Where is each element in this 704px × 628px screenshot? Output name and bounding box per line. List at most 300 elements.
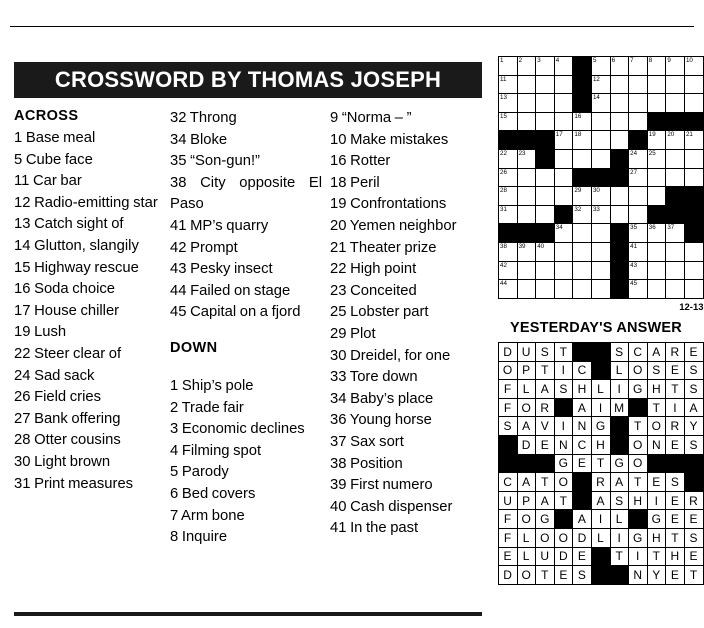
answer-cell: S <box>647 361 666 380</box>
cell-number: 29 <box>574 187 582 195</box>
answer-cell: G <box>629 380 648 399</box>
answer-cell: R <box>536 398 555 417</box>
answer-cell: O <box>554 473 573 492</box>
clue-item: 4 Filming spot <box>170 442 262 459</box>
answer-cell: T <box>554 343 573 362</box>
puzzle-block-cell <box>517 224 536 243</box>
puzzle-cell[interactable] <box>647 131 666 150</box>
puzzle-block-cell <box>629 131 648 150</box>
puzzle-cell[interactable] <box>610 131 629 150</box>
puzzle-cell[interactable] <box>536 280 555 299</box>
answer-block-cell <box>573 343 592 362</box>
answer-cell: S <box>684 435 703 454</box>
clue-item: 5 Parody <box>170 464 229 481</box>
puzzle-cell[interactable] <box>554 75 573 94</box>
puzzle-cell[interactable] <box>647 168 666 187</box>
puzzle-cell[interactable] <box>573 261 592 280</box>
clue-item: 20 Yemen neighbor <box>330 217 457 234</box>
cell-number: 20 <box>667 131 675 139</box>
cell-number: 26 <box>500 168 507 176</box>
answer-block-cell <box>591 566 610 585</box>
answer-cell: O <box>647 417 666 436</box>
puzzle-cell[interactable] <box>647 149 666 168</box>
answer-block-cell <box>666 454 685 473</box>
puzzle-cell[interactable] <box>554 187 573 206</box>
clue-item: 1 Ship’s pole <box>170 377 254 394</box>
puzzle-cell[interactable] <box>629 280 648 299</box>
answer-cell: L <box>517 547 536 566</box>
puzzle-cell[interactable] <box>610 75 629 94</box>
clue-item: 30 Dreidel, for one <box>330 347 451 364</box>
puzzle-cell[interactable] <box>629 242 648 261</box>
puzzle-cell[interactable] <box>499 187 518 206</box>
answer-cell: L <box>610 361 629 380</box>
puzzle-cell[interactable] <box>536 94 555 113</box>
answer-cell: N <box>554 435 573 454</box>
puzzle-cell[interactable] <box>536 261 555 280</box>
answer-cell: S <box>573 566 592 585</box>
puzzle-cell[interactable] <box>666 224 685 243</box>
puzzle-grid-row <box>499 168 704 187</box>
clue-item: 35 “Son-gun!” <box>170 153 260 170</box>
answer-cell: D <box>499 343 518 362</box>
clue-item: 33 Tore down <box>330 369 418 386</box>
answer-cell: F <box>499 398 518 417</box>
puzzle-cell[interactable] <box>591 205 610 224</box>
answer-cell: U <box>517 343 536 362</box>
puzzle-cell[interactable] <box>499 149 518 168</box>
puzzle-cell[interactable] <box>517 242 536 261</box>
answer-grid-row <box>499 510 704 529</box>
answer-grid <box>498 342 704 585</box>
puzzle-cell[interactable] <box>629 261 648 280</box>
puzzle-cell[interactable] <box>684 57 703 76</box>
puzzle-cell[interactable] <box>499 112 518 131</box>
puzzle-cell[interactable] <box>573 149 592 168</box>
puzzle-cell[interactable] <box>647 280 666 299</box>
puzzle-cell[interactable] <box>666 131 685 150</box>
answer-grid-row <box>499 417 704 436</box>
clue-item: 44 Failed on stage <box>170 282 291 299</box>
clue-item: 15 Highway rescue <box>14 259 139 276</box>
answer-cell: A <box>591 491 610 510</box>
answer-cell: N <box>573 417 592 436</box>
clue-item: 2 Trade fair <box>170 399 244 416</box>
puzzle-block-cell <box>610 261 629 280</box>
puzzle-cell[interactable] <box>573 242 592 261</box>
puzzle-block-cell <box>591 168 610 187</box>
clue-item: 38 Position <box>330 455 403 472</box>
answer-grid-row <box>499 435 704 454</box>
puzzle-cell[interactable] <box>554 112 573 131</box>
answer-cell: E <box>666 361 685 380</box>
puzzle-cell[interactable] <box>517 205 536 224</box>
puzzle-cell[interactable] <box>517 261 536 280</box>
puzzle-cell[interactable] <box>666 261 685 280</box>
puzzle-cell[interactable] <box>591 94 610 113</box>
puzzle-cell[interactable] <box>499 75 518 94</box>
puzzle-block-cell <box>647 112 666 131</box>
clue-item: 22 High point <box>330 261 417 278</box>
answer-cell: D <box>517 435 536 454</box>
clue-item: 6 Bed covers <box>170 485 256 502</box>
answer-cell: T <box>554 491 573 510</box>
answer-cell: T <box>666 528 685 547</box>
answer-cell: R <box>666 417 685 436</box>
puzzle-cell[interactable] <box>610 205 629 224</box>
answer-block-cell <box>499 454 518 473</box>
answer-grid-table <box>498 342 704 585</box>
puzzle-cell[interactable] <box>647 261 666 280</box>
answer-cell: H <box>591 435 610 454</box>
puzzle-cell[interactable] <box>517 75 536 94</box>
answer-block-cell <box>536 454 555 473</box>
answer-cell: D <box>554 547 573 566</box>
puzzle-block-cell <box>536 131 555 150</box>
answer-cell: U <box>499 491 518 510</box>
puzzle-cell[interactable] <box>591 224 610 243</box>
clue-item: 29 Plot <box>330 325 376 342</box>
cell-number: 28 <box>500 187 507 195</box>
answer-cell: E <box>684 343 703 362</box>
clue-item: 12 Radio-emitting star <box>14 194 158 211</box>
puzzle-cell[interactable] <box>591 187 610 206</box>
puzzle-cell[interactable] <box>536 187 555 206</box>
puzzle-cell[interactable] <box>573 131 592 150</box>
answer-cell: T <box>647 547 666 566</box>
clue-item: 41 MP’s quarry <box>170 217 269 234</box>
puzzle-cell[interactable] <box>554 242 573 261</box>
cell-number: 5 <box>592 57 597 64</box>
answer-grid-row <box>499 547 704 566</box>
puzzle-cell[interactable] <box>554 168 573 187</box>
answer-cell: A <box>573 398 592 417</box>
puzzle-cell[interactable] <box>647 57 666 76</box>
answer-cell: F <box>499 528 518 547</box>
cell-number: 13 <box>500 94 507 102</box>
cell-number: 44 <box>500 280 507 288</box>
answer-cell: H <box>629 491 648 510</box>
puzzle-cell[interactable] <box>629 94 648 113</box>
puzzle-block-cell <box>554 205 573 224</box>
answer-cell: E <box>684 547 703 566</box>
puzzle-cell[interactable] <box>517 187 536 206</box>
puzzle-cell[interactable] <box>666 242 685 261</box>
answer-block-cell <box>554 398 573 417</box>
puzzle-cell[interactable] <box>573 224 592 243</box>
puzzle-cell[interactable] <box>591 280 610 299</box>
clue-item: 8 Inquire <box>170 529 228 546</box>
answer-cell: I <box>554 417 573 436</box>
answer-cell: M <box>610 398 629 417</box>
answer-cell: U <box>536 547 555 566</box>
answer-block-cell <box>554 510 573 529</box>
puzzle-cell[interactable] <box>591 149 610 168</box>
cell-number: 12 <box>592 75 600 83</box>
puzzle-grid-row <box>499 205 704 224</box>
cell-number: 14 <box>592 94 600 102</box>
yesterdays-answer-heading: YESTERDAY'S ANSWER <box>510 320 682 336</box>
puzzle-cell[interactable] <box>610 112 629 131</box>
answer-cell: O <box>554 528 573 547</box>
answer-cell: O <box>536 528 555 547</box>
puzzle-cell[interactable] <box>499 94 518 113</box>
answer-cell: I <box>647 491 666 510</box>
puzzle-cell[interactable] <box>647 242 666 261</box>
cell-number: 33 <box>592 205 600 213</box>
puzzle-cell[interactable] <box>499 168 518 187</box>
puzzle-grid-row <box>499 57 704 76</box>
puzzle-cell[interactable] <box>684 149 703 168</box>
clues-section <box>14 62 482 549</box>
clue-item: 36 Young horse <box>330 412 432 429</box>
cell-number: 7 <box>630 57 634 64</box>
bottom-divider <box>14 612 482 616</box>
answer-grid-row <box>499 361 704 380</box>
puzzle-cell[interactable] <box>517 149 536 168</box>
puzzle-cell[interactable] <box>684 131 703 150</box>
clue-columns <box>14 108 482 549</box>
puzzle-cell[interactable] <box>666 149 685 168</box>
answer-grid-row <box>499 473 704 492</box>
puzzle-cell[interactable] <box>517 168 536 187</box>
answer-cell: E <box>666 566 685 585</box>
answer-cell: T <box>629 417 648 436</box>
puzzle-cell[interactable] <box>629 149 648 168</box>
clue-item: 26 Field cries <box>14 389 101 406</box>
clue-column-1 <box>14 108 170 549</box>
answer-cell: C <box>499 473 518 492</box>
puzzle-grid-row <box>499 261 704 280</box>
answer-cell: P <box>517 361 536 380</box>
answer-cell: A <box>517 473 536 492</box>
clue-item: 9 “Norma – ” <box>330 110 412 126</box>
puzzle-cell[interactable] <box>517 94 536 113</box>
puzzle-cell[interactable] <box>554 280 573 299</box>
puzzle-grid-table[interactable] <box>498 56 704 299</box>
answer-cell: G <box>554 454 573 473</box>
puzzle-cell[interactable] <box>554 94 573 113</box>
answer-cell: A <box>536 491 555 510</box>
puzzle-cell[interactable] <box>629 187 648 206</box>
answer-cell: G <box>536 510 555 529</box>
puzzle-cell[interactable] <box>554 261 573 280</box>
puzzle-block-cell <box>684 205 703 224</box>
clue-item: 31 Print measures <box>14 475 134 492</box>
answer-block-cell <box>591 361 610 380</box>
puzzle-cell[interactable] <box>647 224 666 243</box>
answer-cell: A <box>517 417 536 436</box>
clue-item: 45 Capital on a fjord <box>170 304 301 321</box>
crossword-grid[interactable] <box>498 56 704 313</box>
puzzle-cell[interactable] <box>517 112 536 131</box>
puzzle-cell[interactable] <box>666 280 685 299</box>
cell-number: 22 <box>500 149 507 157</box>
answer-grid-row <box>499 454 704 473</box>
puzzle-cell[interactable] <box>517 280 536 299</box>
puzzle-cell[interactable] <box>610 187 629 206</box>
puzzle-cell[interactable] <box>647 75 666 94</box>
puzzle-cell[interactable] <box>647 94 666 113</box>
puzzle-cell[interactable] <box>536 57 555 76</box>
puzzle-block-cell <box>684 224 703 243</box>
puzzle-block-cell <box>536 224 555 243</box>
puzzle-block-cell <box>573 57 592 76</box>
answer-cell: T <box>536 473 555 492</box>
clue-item: 14 Glutton, slangily <box>14 237 139 254</box>
puzzle-cell[interactable] <box>499 280 518 299</box>
puzzle-cell[interactable] <box>554 131 573 150</box>
cell-number: 39 <box>518 242 526 250</box>
puzzle-cell[interactable] <box>610 57 629 76</box>
cell-number: 6 <box>611 57 616 64</box>
puzzle-cell[interactable] <box>554 149 573 168</box>
puzzle-cell[interactable] <box>536 168 555 187</box>
clue-item: 11 Car bar <box>14 173 82 190</box>
puzzle-cell[interactable] <box>591 131 610 150</box>
puzzle-cell[interactable] <box>536 242 555 261</box>
cell-number: 24 <box>630 149 638 157</box>
puzzle-grid-row <box>499 75 704 94</box>
puzzle-cell[interactable] <box>629 224 648 243</box>
puzzle-cell[interactable] <box>591 112 610 131</box>
down-heading: DOWN <box>170 339 218 356</box>
puzzle-cell[interactable] <box>610 94 629 113</box>
answer-cell: T <box>536 361 555 380</box>
cell-number: 3 <box>537 57 541 64</box>
puzzle-cell[interactable] <box>629 168 648 187</box>
answer-grid-row <box>499 380 704 399</box>
puzzle-cell[interactable] <box>591 57 610 76</box>
puzzle-cell[interactable] <box>499 57 518 76</box>
puzzle-block-cell <box>610 149 629 168</box>
answer-block-cell <box>684 454 703 473</box>
answer-block-cell <box>591 547 610 566</box>
answer-cell: L <box>517 528 536 547</box>
answer-cell: Y <box>647 566 666 585</box>
puzzle-cell[interactable] <box>536 205 555 224</box>
puzzle-block-cell <box>573 94 592 113</box>
puzzle-cell[interactable] <box>499 242 518 261</box>
puzzle-cell[interactable] <box>573 205 592 224</box>
answer-block-cell <box>499 435 518 454</box>
puzzle-block-cell <box>610 224 629 243</box>
puzzle-cell[interactable] <box>517 57 536 76</box>
answer-cell: F <box>499 510 518 529</box>
puzzle-block-cell <box>684 187 703 206</box>
answer-block-cell <box>684 473 703 492</box>
puzzle-block-cell <box>610 168 629 187</box>
puzzle-cell[interactable] <box>629 112 648 131</box>
cell-number: 30 <box>592 187 600 195</box>
answer-cell: E <box>499 547 518 566</box>
puzzle-grid-row <box>499 242 704 261</box>
clue-item: 24 Sad sack <box>14 367 95 384</box>
puzzle-cell[interactable] <box>684 94 703 113</box>
puzzle-cell[interactable] <box>573 280 592 299</box>
puzzle-cell[interactable] <box>666 75 685 94</box>
puzzle-block-cell <box>499 224 518 243</box>
puzzle-cell[interactable] <box>629 57 648 76</box>
puzzle-cell[interactable] <box>499 205 518 224</box>
answer-cell: O <box>629 454 648 473</box>
answer-cell: A <box>684 398 703 417</box>
page-title: CROSSWORD BY THOMAS JOSEPH <box>54 67 442 92</box>
clue-item: 37 Sax sort <box>330 433 404 450</box>
answer-cell: D <box>499 566 518 585</box>
puzzle-cell[interactable] <box>554 224 573 243</box>
puzzle-cell[interactable] <box>684 168 703 187</box>
puzzle-cell[interactable] <box>684 280 703 299</box>
puzzle-cell[interactable] <box>591 75 610 94</box>
puzzle-grid-row <box>499 94 704 113</box>
puzzle-cell[interactable] <box>591 261 610 280</box>
answer-cell: E <box>666 510 685 529</box>
puzzle-cell[interactable] <box>536 112 555 131</box>
cell-number: 45 <box>630 280 638 288</box>
answer-cell: T <box>629 473 648 492</box>
clue-item: 25 Lobster part <box>330 304 429 321</box>
cell-number: 32 <box>574 205 582 213</box>
clue-item: 34 Bloke <box>170 131 228 148</box>
clue-item: 34 Baby’s place <box>330 390 434 407</box>
answer-block-cell <box>573 491 592 510</box>
puzzle-cell[interactable] <box>647 187 666 206</box>
puzzle-cell[interactable] <box>684 261 703 280</box>
puzzle-cell[interactable] <box>666 168 685 187</box>
answer-cell: N <box>629 566 648 585</box>
cell-number: 15 <box>500 112 507 120</box>
answer-cell: A <box>536 380 555 399</box>
puzzle-cell[interactable] <box>573 187 592 206</box>
puzzle-block-cell <box>666 205 685 224</box>
answer-cell: S <box>684 528 703 547</box>
cell-number: 27 <box>630 168 638 176</box>
clue-item: 42 Prompt <box>170 239 238 256</box>
answer-cell: H <box>647 528 666 547</box>
puzzle-block-cell <box>666 187 685 206</box>
top-divider <box>10 26 694 27</box>
answer-cell: I <box>629 547 648 566</box>
answer-block-cell <box>591 343 610 362</box>
puzzle-block-cell <box>610 242 629 261</box>
cell-number: 4 <box>555 57 560 64</box>
clue-item: 18 Peril <box>330 174 380 191</box>
puzzle-cell[interactable] <box>499 261 518 280</box>
answer-cell: C <box>573 435 592 454</box>
puzzle-cell[interactable] <box>684 75 703 94</box>
clue-item: 30 Light brown <box>14 453 111 470</box>
cell-number: 8 <box>648 57 653 64</box>
puzzle-cell[interactable] <box>573 112 592 131</box>
puzzle-cell[interactable] <box>666 94 685 113</box>
answer-cell: R <box>684 491 703 510</box>
puzzle-cell[interactable] <box>554 57 573 76</box>
answer-cell: L <box>610 510 629 529</box>
answer-cell: A <box>573 510 592 529</box>
puzzle-cell[interactable] <box>536 75 555 94</box>
puzzle-cell[interactable] <box>684 242 703 261</box>
puzzle-cell[interactable] <box>629 205 648 224</box>
puzzle-cell[interactable] <box>591 242 610 261</box>
puzzle-cell[interactable] <box>666 57 685 76</box>
clue-item: 23 Conceited <box>330 282 417 299</box>
answer-cell: T <box>647 398 666 417</box>
answer-cell: E <box>573 454 592 473</box>
answer-cell: S <box>536 343 555 362</box>
answer-cell: O <box>629 361 648 380</box>
puzzle-cell[interactable] <box>629 75 648 94</box>
